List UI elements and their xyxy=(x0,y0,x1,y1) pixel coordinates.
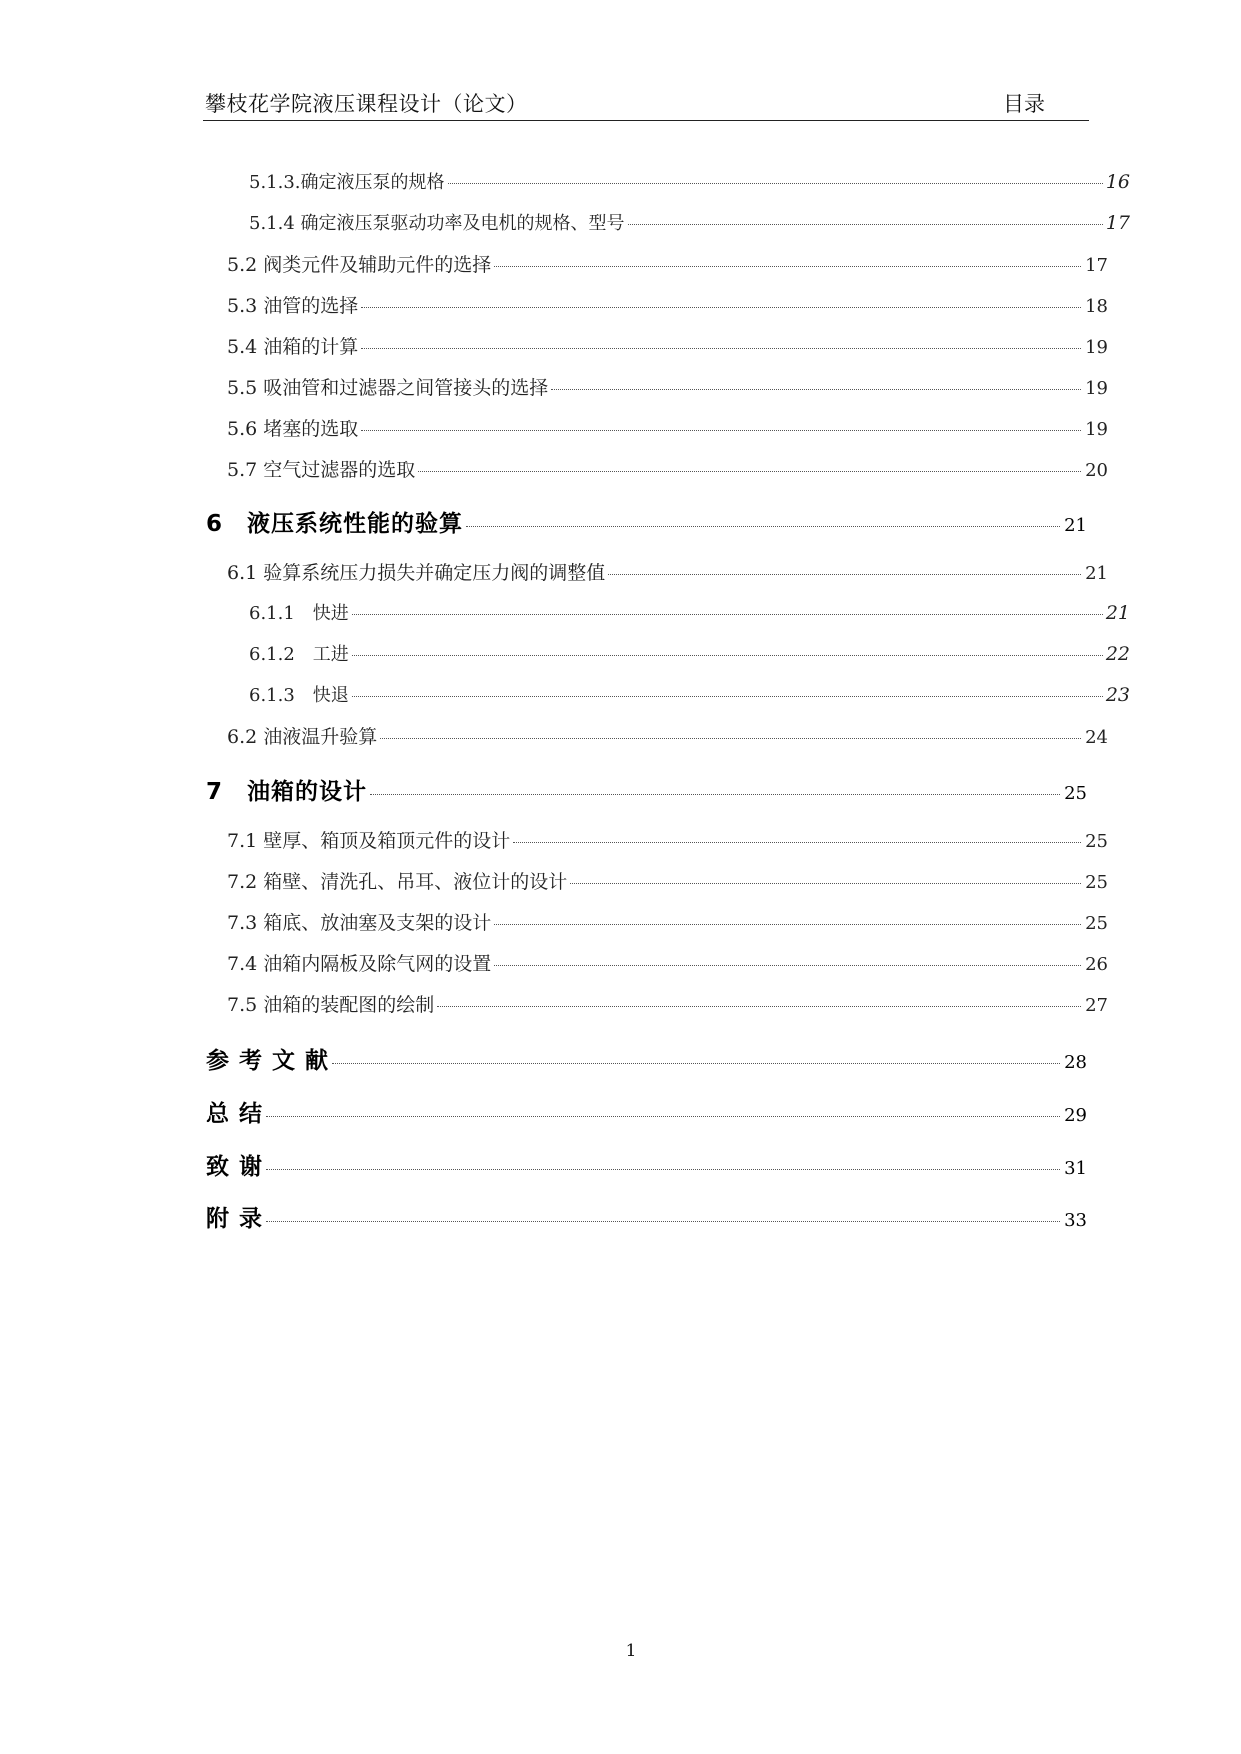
toc-entry-page: 25 xyxy=(1085,831,1108,852)
toc-entry-page: 19 xyxy=(1085,337,1108,358)
toc-entry-page: 27 xyxy=(1085,995,1108,1016)
toc-entry[interactable] xyxy=(203,640,1130,666)
toc-entry[interactable] xyxy=(203,558,1108,585)
dot-leader xyxy=(608,574,1081,575)
dot-leader xyxy=(448,183,1103,184)
dot-leader xyxy=(352,614,1103,615)
toc-entry-page: 24 xyxy=(1085,727,1108,748)
page-header xyxy=(203,86,1089,121)
page-number: 1 xyxy=(625,1641,637,1661)
dot-leader xyxy=(266,1169,1060,1170)
dot-leader xyxy=(494,924,1081,925)
toc-entry-label: 7.1 壁厚、箱顶及箱顶元件的设计 xyxy=(227,830,511,852)
toc-entry[interactable] xyxy=(203,990,1108,1017)
toc-entry-page: 29 xyxy=(1064,1105,1087,1126)
toc-entry-label: 7.2 箱壁、清洗孔、吊耳、液位计的设计 xyxy=(227,871,568,893)
toc-entry-page: 21 xyxy=(1105,602,1130,624)
toc-entry-page: 25 xyxy=(1085,913,1108,934)
dot-leader xyxy=(494,266,1081,267)
dot-leader xyxy=(551,389,1081,390)
toc-entry-page: 31 xyxy=(1064,1158,1087,1179)
toc-entry-page: 22 xyxy=(1105,643,1130,665)
header-section: 目录 xyxy=(1003,92,1045,116)
dot-leader xyxy=(266,1116,1060,1117)
toc-entry[interactable] xyxy=(203,332,1108,359)
dot-leader xyxy=(352,696,1103,697)
toc-entry-page: 33 xyxy=(1064,1210,1087,1231)
toc-entry-label: 5.7 空气过滤器的选取 xyxy=(227,459,416,481)
toc-entry-label: 6.1 验算系统压力损失并确定压力阀的调整值 xyxy=(227,562,606,584)
toc-entry-label: 5.6 堵塞的选取 xyxy=(227,418,359,440)
dot-leader xyxy=(370,794,1060,795)
dot-leader xyxy=(513,842,1081,843)
toc-entry-label: 6.2 油液温升验算 xyxy=(227,726,378,748)
toc-entry[interactable] xyxy=(203,168,1130,194)
toc-entry-label: 附 录 xyxy=(206,1206,264,1232)
toc-entry[interactable] xyxy=(203,1095,1087,1128)
toc-entry[interactable] xyxy=(203,826,1108,853)
toc-entry[interactable] xyxy=(203,414,1108,441)
toc-entry-page: 18 xyxy=(1085,296,1108,317)
toc-entry-label: 7 油箱的设计 xyxy=(206,779,368,805)
toc-entry-page: 17 xyxy=(1085,255,1108,276)
toc-entry-label: 5.5 吸油管和过滤器之间管接头的选择 xyxy=(227,377,549,399)
toc-entry-page: 19 xyxy=(1085,378,1108,399)
toc-entry-label: 5.1.4 确定液压泵驱动功率及电机的规格、型号 xyxy=(249,213,625,234)
toc-entry-page: 26 xyxy=(1085,954,1108,975)
toc-entry-page: 19 xyxy=(1085,419,1108,440)
toc-entry-label: 总 结 xyxy=(206,1101,264,1127)
toc-entry-label: 5.3 油管的选择 xyxy=(227,295,359,317)
dot-leader xyxy=(628,224,1103,225)
toc-entry[interactable] xyxy=(203,250,1108,277)
toc-entry[interactable] xyxy=(203,1042,1087,1075)
toc-entry-label: 6.1.1 快进 xyxy=(249,603,349,624)
toc-entry-label: 6.1.3 快退 xyxy=(249,685,349,706)
toc-entry-label: 6.1.2 工进 xyxy=(249,644,349,665)
dot-leader xyxy=(437,1006,1081,1007)
toc-entry[interactable] xyxy=(203,949,1108,976)
toc-entry[interactable] xyxy=(203,455,1108,482)
toc-entry-page: 25 xyxy=(1085,872,1108,893)
dot-leader xyxy=(380,738,1081,739)
toc-entry[interactable] xyxy=(203,209,1130,235)
toc-entry-label: 7.4 油箱内隔板及除气网的设置 xyxy=(227,953,492,975)
toc-entry-label: 7.3 箱底、放油塞及支架的设计 xyxy=(227,912,492,934)
dot-leader xyxy=(361,430,1081,431)
dot-leader xyxy=(266,1221,1060,1222)
toc-entry[interactable] xyxy=(203,599,1130,625)
toc-entry[interactable] xyxy=(203,681,1130,707)
toc-entry-page: 21 xyxy=(1085,563,1108,584)
dot-leader xyxy=(570,883,1081,884)
toc-entry-label: 5.2 阀类元件及辅助元件的选择 xyxy=(227,254,492,276)
dot-leader xyxy=(418,471,1081,472)
toc-entry[interactable] xyxy=(203,722,1108,749)
toc-entry-label: 7.5 油箱的装配图的绘制 xyxy=(227,994,435,1016)
dot-leader xyxy=(361,307,1081,308)
toc-entry-page: 21 xyxy=(1064,515,1087,536)
dot-leader xyxy=(352,655,1103,656)
dot-leader xyxy=(361,348,1081,349)
toc-entry-label: 致 谢 xyxy=(206,1154,264,1180)
toc-entry[interactable] xyxy=(203,1200,1087,1233)
toc-entry[interactable] xyxy=(203,505,1087,538)
toc-entry-label: 参 考 文 献 xyxy=(206,1048,330,1074)
toc-entry-page: 28 xyxy=(1064,1052,1087,1073)
toc-entry-label: 6 液压系统性能的验算 xyxy=(206,511,464,537)
toc-entry-page: 17 xyxy=(1105,212,1130,234)
dot-leader xyxy=(332,1063,1060,1064)
toc-entry[interactable] xyxy=(203,373,1108,400)
toc-entry-page: 23 xyxy=(1105,684,1130,706)
toc-entry[interactable] xyxy=(203,291,1108,318)
toc-entry-page: 25 xyxy=(1064,783,1087,804)
toc-entry[interactable] xyxy=(203,867,1108,894)
toc-entry-page: 16 xyxy=(1105,171,1130,193)
toc-entry[interactable] xyxy=(203,1148,1087,1181)
toc-entry-page: 20 xyxy=(1085,460,1108,481)
toc-entry[interactable] xyxy=(203,773,1087,806)
toc-entry-label: 5.1.3.确定液压泵的规格 xyxy=(249,172,445,193)
toc-entry[interactable] xyxy=(203,908,1108,935)
header-title: 攀枝花学院液压课程设计（论文） xyxy=(205,92,528,116)
dot-leader xyxy=(494,965,1081,966)
toc-entry-label: 5.4 油箱的计算 xyxy=(227,336,359,358)
dot-leader xyxy=(466,526,1060,527)
